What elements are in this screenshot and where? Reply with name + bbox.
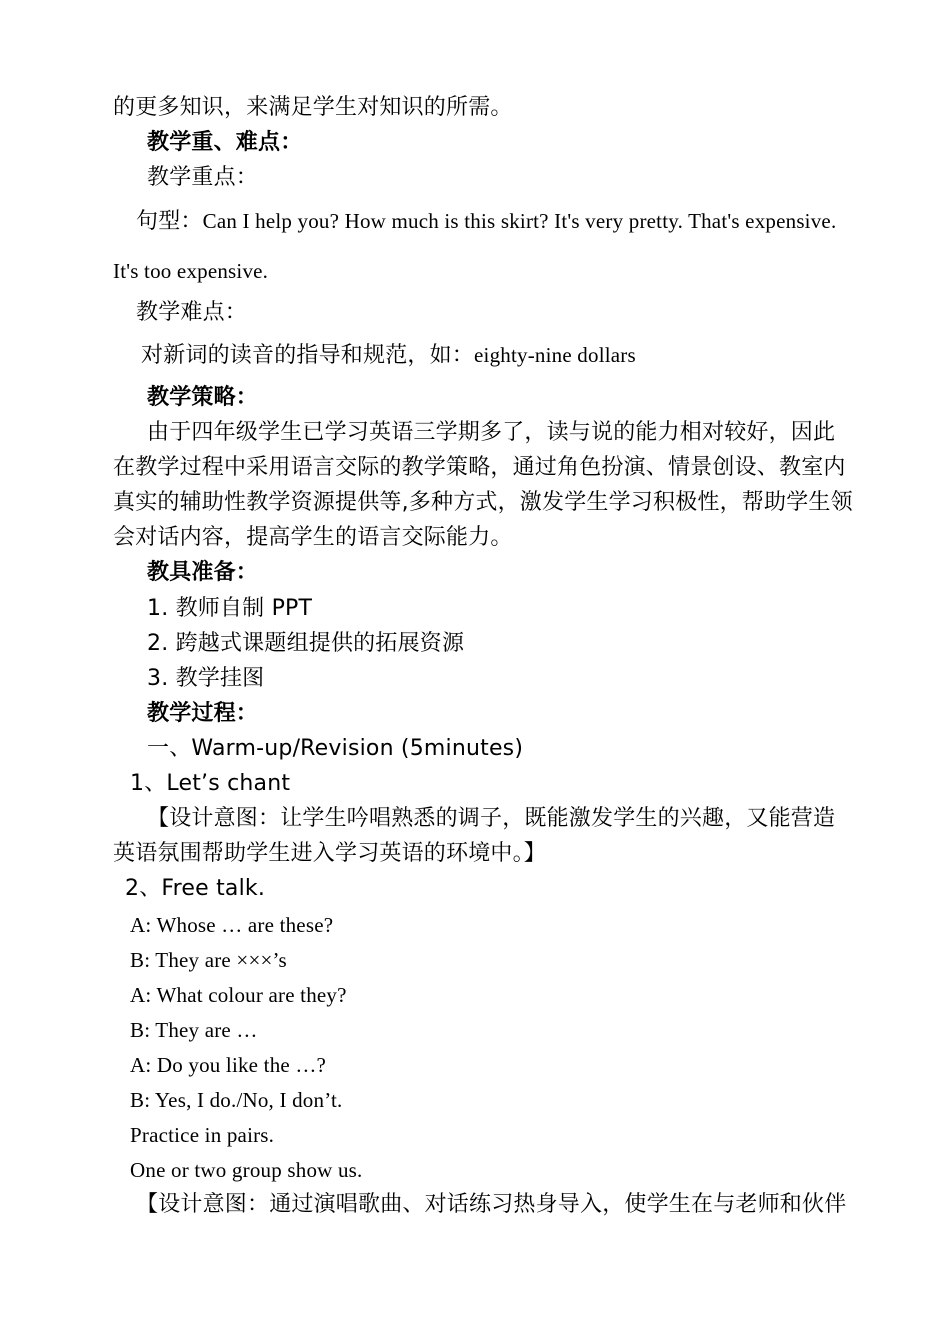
paragraph-line: 真实的辅助性教学资源提供等,多种方式，激发学生学习积极性，帮助学生领 [113,490,853,515]
design-intent-line: 【设计意图：通过演唱歌曲、对话练习热身导入，使学生在与老师和伙伴 [136,1192,847,1217]
paragraph-line: 在教学过程中采用语言交际的教学策略，通过角色扮演、情景创设、教室内 [113,455,846,480]
design-intent-line: 【设计意图：让学生吟唱熟悉的调子，既能激发学生的兴趣，又能营造 [147,806,836,831]
paragraph-line: 的更多知识，来满足学生对知识的所需。 [113,95,513,120]
sentence-patterns-label: 句型： [136,209,203,234]
process-substep: 2、Free talk. [125,876,266,901]
sentence-patterns-text: Can I help you? How much is this skirt? It's very pretty. That's expensive. [202,209,837,233]
materials-list-item: 2. 跨越式课题组提供的拓展资源 [147,631,465,656]
paragraph-line: 由于四年级学生已学习英语三学期多了，读与说的能力相对较好，因此 [147,420,836,445]
dialogue-line: Practice in pairs. [130,1123,275,1147]
section-heading-materials: 教具准备： [147,560,259,585]
dialogue-line: A: Do you like the …? [130,1053,327,1077]
dialogue-line: B: They are ×××’s [130,948,287,972]
dialogue-line: A: What colour are they? [130,983,347,1007]
dialogue-line: One or two group show us. [130,1158,363,1182]
dialogue-line: B: Yes, I do./No, I don’t. [130,1088,343,1112]
section-heading-strategy: 教学策略： [147,385,259,410]
subheading-difficulty: 教学难点： [136,300,248,325]
process-step-heading: 一、Warm-up/Revision (5minutes) [147,736,524,761]
process-substep: 1、Let’s chant [130,771,291,796]
materials-list-item: 3. 教学挂图 [147,666,265,691]
sentence-patterns-continuation: It's too expensive. [113,259,269,283]
dialogue-line: A: Whose … are these? [130,913,334,937]
dialogue-line: B: They are … [130,1018,258,1042]
design-intent-line: 英语氛围帮助学生进入学习英语的环境中。】 [113,841,547,866]
subheading-key-point: 教学重点： [147,165,259,190]
materials-list-item: 1. 教师自制 PPT [147,596,313,621]
difficulty-line [141,340,636,371]
sentence-patterns-line [136,206,836,237]
difficulty-text: 对新词的读音的指导和规范，如： [141,343,475,368]
section-heading-process: 教学过程： [147,701,259,726]
difficulty-example: eighty-nine dollars [474,343,636,367]
section-heading-key-points: 教学重、难点： [147,130,303,155]
paragraph-line: 会对话内容，提高学生的语言交际能力。 [113,525,513,550]
